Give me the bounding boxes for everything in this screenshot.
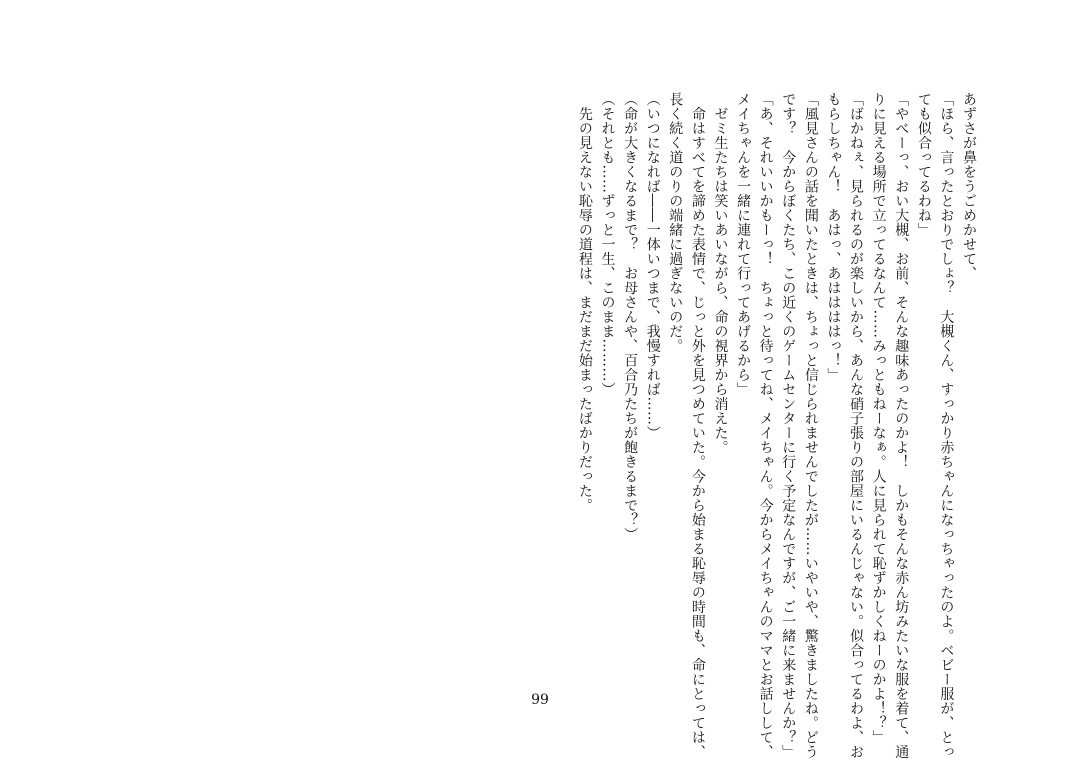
text-line: 「ばかねぇ、見られるのが楽しいから、あんな硝子張りの部屋にいるんじゃない。似合ってるわよ、お	[848, 92, 865, 759]
page-number: 99	[531, 692, 549, 708]
vertical-text-body	[573, 92, 980, 759]
text-line: 命はすべてを諦めた表情で、じっと外を見つめていた。今から始まる恥辱の時間も、命にとっては、	[689, 92, 706, 759]
text-line: 「あ、それいいかもーっ！ ちょっと待ってね、メイちゃん。今からメイちゃんのママとお話しして、	[757, 92, 774, 759]
text-line: 「風見さんの話を聞いたときは、ちょっと信じられませんでしたが……いやいや、驚きましたね。どう	[802, 92, 819, 759]
text-line: もらしちゃん！ あはっ、あははははっ！」	[825, 92, 842, 382]
text-line: 「ほら、言ったとおりでしょ？ 大槻くん、すっかり赤ちゃんになっちゃったのよ。ベビー服が、とっ	[938, 92, 955, 759]
text-line: あずさが鼻をうごめかせて、	[961, 92, 977, 281]
text-line: 長く続く道のりの端緒に過ぎないのだ。	[667, 92, 684, 353]
text-line: りに見える場所で立ってるなんて……みっともねーなぁ。人に見られて恥ずかしくねーのかよ！？」	[870, 92, 887, 745]
text-line: 先の見えない恥辱の道程は、まだまだ始まったばかりだった。	[576, 92, 593, 513]
text-line: （いつになれば――一体いつまで、我慢すれば……）	[644, 92, 661, 440]
text-line: です？ 今からぼくたち、この近くのゲームセンターに行く予定なんですが、ご一緒に来ませんか？」	[780, 92, 797, 759]
text-line: メイちゃんを一緒に連れて行ってあげるから」	[735, 92, 752, 397]
text-line: （それとも……ずっと一生、このまま………）	[599, 92, 616, 397]
text-line: （命が大きくなるまで？ お母さんや、百合乃たちが飽きるまで？）	[622, 92, 639, 542]
text-line: ゼミ生たちは笑いあいながら、命の視界から消えた。	[712, 92, 729, 455]
text-line: ても似合ってるわね」	[915, 92, 932, 237]
text-line: 「やべーっ、おい大槻、お前、そんな趣味あったのかよ！ しかもそんな赤ん坊みたいな服を着て、通	[893, 92, 910, 759]
